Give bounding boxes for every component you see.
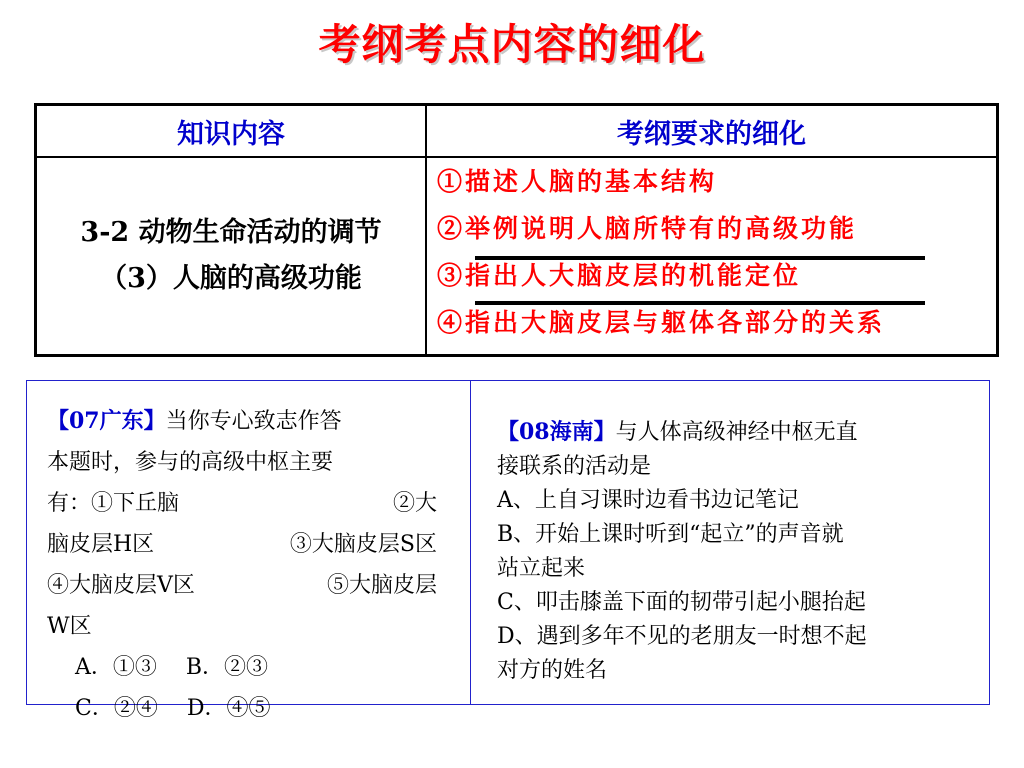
page-title: 考纲考点内容的细化: [318, 20, 706, 69]
header-requirements-detail: 考纲要求的细化: [426, 105, 998, 158]
choice-row: [47, 524, 437, 565]
question-stem-line: [497, 415, 977, 450]
choice-text: ③大脑皮层S区: [289, 532, 437, 557]
underline-bar: [475, 301, 925, 305]
question-07-guangdong: [47, 401, 437, 729]
question-source-tag: 【07广东】: [47, 408, 166, 434]
option-c: C．②④: [75, 696, 158, 721]
question-stem-line: [47, 401, 437, 442]
requirement-item: [437, 307, 996, 354]
choice-text: ⑤大脑皮层: [326, 573, 437, 598]
option-d: D、遇到多年不见的老朋友一时想不起: [497, 624, 867, 649]
option-d: D．④⑤: [186, 696, 271, 721]
choice-text: ②大: [392, 491, 437, 516]
option-d-continued: 对方的姓名: [497, 658, 608, 683]
option-b: B、开始上课时听到“起立”的声音就: [497, 522, 844, 547]
knowledge-content-cell: [36, 157, 427, 356]
option-b: B．②③: [185, 655, 269, 680]
option-b-continued: 站立起来: [497, 556, 586, 581]
requirements-cell: [426, 157, 998, 356]
choice-text: 有：①下丘脑: [47, 491, 180, 516]
option-c: C、叩击膝盖下面的韧带引起小腿抬起: [497, 590, 866, 615]
question-stem-line: 接联系的活动是: [497, 454, 652, 479]
question-stem-line: 本题时，参与的高级中枢主要: [47, 450, 334, 475]
question-08-hainan: [497, 415, 977, 688]
table-header-row: [36, 105, 998, 158]
content-topic: 3-2 动物生命活动的调节: [80, 217, 382, 248]
content-subtopic: （3）人脑的高级功能: [100, 263, 362, 294]
syllabus-table: [34, 103, 999, 357]
answer-options-row: [47, 688, 437, 729]
choice-text: ④大脑皮层V区: [47, 573, 195, 598]
option-a: A、上自习课时边看书边记笔记: [497, 488, 799, 513]
requirement-text: ②举例说明人脑所特有的高级功能: [437, 214, 858, 243]
option-a: A．①③: [75, 655, 157, 680]
requirement-item: [437, 260, 996, 307]
table-row: [36, 157, 998, 356]
choice-row: W区: [47, 614, 92, 639]
question-stem-text: 当你专心致志作答: [165, 409, 342, 434]
choice-text: 脑皮层H区: [47, 532, 155, 557]
requirement-text: ①描述人脑的基本结构: [437, 167, 718, 196]
answer-options-row: [47, 647, 437, 688]
question-source-tag: 【08海南】: [497, 419, 616, 445]
header-knowledge-content: 知识内容: [36, 105, 427, 158]
choice-row: [47, 565, 437, 606]
divider: [470, 381, 471, 704]
requirement-text: ④指出大脑皮层与躯体各部分的关系: [437, 308, 886, 337]
choice-row: [47, 483, 437, 524]
question-stem-text: 与人体高级神经中枢无直: [615, 420, 858, 445]
requirement-item: [437, 213, 996, 260]
questions-box: [26, 380, 990, 721]
requirement-item: [437, 166, 996, 213]
requirement-text: ③指出人大脑皮层的机能定位: [437, 261, 802, 290]
